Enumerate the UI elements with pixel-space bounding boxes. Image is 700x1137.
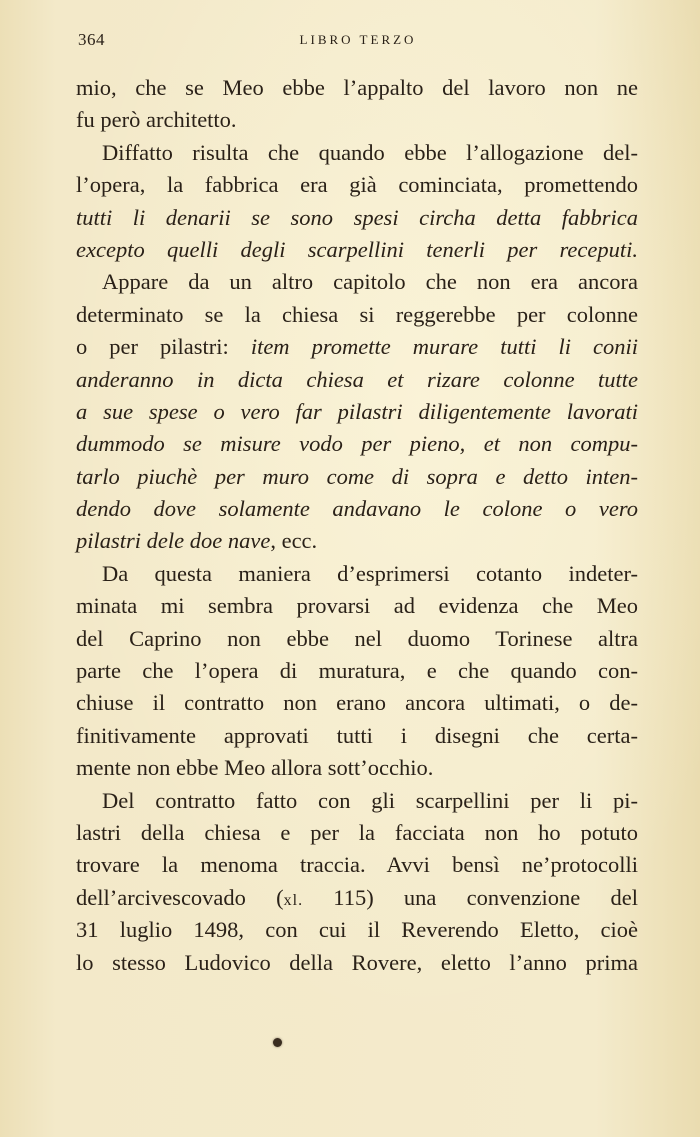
- text-line: Diffatto risulta che quando ebbe l’allogazione del-: [102, 139, 638, 165]
- text-line: Appare da un altro capitolo che non era ancora: [102, 269, 638, 295]
- archive-reference: xl.: [283, 891, 304, 909]
- page-header: [78, 30, 638, 54]
- ink-blot: [273, 1038, 282, 1047]
- text-line: [76, 882, 638, 914]
- text-segment: o per pilastri:: [76, 334, 251, 360]
- text-segment: , ecc.: [270, 528, 318, 554]
- quoted-text-line: excepto quelli degli scarpellini tenerli per receputi.: [76, 236, 638, 262]
- text-line: chiuse il contratto non erano ancora ultimati, o de-: [76, 690, 638, 716]
- body-text: [76, 72, 638, 979]
- text-segment: dell’arcivescovado (: [76, 884, 284, 910]
- paragraph: [76, 137, 638, 267]
- quoted-text-line: dendo dove solamente andavano le colone o vero: [76, 496, 638, 522]
- text-line: mio, che se Meo ebbe l’appalto del lavoro non ne: [76, 75, 638, 100]
- text-line: l’opera, la fabbrica era già cominciata, promettendo: [76, 172, 638, 198]
- text-line: mente non ebbe Meo allora sott’occhio.: [76, 755, 434, 781]
- page-number: 364: [78, 30, 105, 49]
- text-line: fu però architetto.: [76, 107, 237, 133]
- text-line: Del contratto fatto con gli scarpellini per li pi-: [102, 787, 638, 813]
- text-segment: 115) una convenzione del: [303, 884, 638, 910]
- text-line: 31 luglio 1498, con cui il Reverendo Eletto, cioè: [76, 917, 638, 943]
- text-line: minata mi sembra provarsi ad evidenza che Meo: [76, 593, 638, 619]
- paragraph: [76, 785, 638, 979]
- paragraph: [76, 558, 638, 785]
- running-head: LIBRO TERZO: [299, 32, 417, 47]
- quoted-text-line: a sue spese o vero far pilastri diligentemente lavorati: [76, 398, 638, 424]
- text-line: lo stesso Ludovico della Rovere, eletto l’anno prima: [76, 949, 638, 975]
- text-line: Da questa maniera d’esprimersi cotanto indeter-: [102, 560, 638, 586]
- quoted-text-line: tutti li denarii se sono spesi circha detta fabbrica: [76, 204, 638, 230]
- text-line: del Caprino non ebbe nel duomo Torinese altra: [76, 625, 638, 651]
- text-line: trovare la menoma traccia. Avvi bensì ne’protocolli: [76, 852, 638, 878]
- paragraph: [76, 72, 638, 137]
- text-line: [76, 525, 638, 557]
- quoted-text-line: tarlo piuchè per muro come di sopra e detto inten-: [76, 463, 638, 489]
- text-line: determinato se la chiesa si reggerebbe per colonne: [76, 301, 638, 327]
- text-line: parte che l’opera di muratura, e che quando con-: [76, 658, 638, 684]
- text-line: finitivamente approvati tutti i disegni che certa-: [76, 722, 638, 748]
- paragraph: [76, 266, 638, 558]
- quoted-text-segment: pilastri dele doe nave: [76, 528, 271, 554]
- text-line: lastri della chiesa e per la facciata non ho potuto: [76, 819, 638, 845]
- quoted-text-line: anderanno in dicta chiesa et rizare colonne tutte: [76, 366, 638, 392]
- quoted-text-segment: item promette murare tutti li conii: [250, 334, 638, 360]
- text-line: [76, 331, 638, 363]
- quoted-text-line: dummodo se misure vodo per pieno, et non compu-: [76, 431, 638, 457]
